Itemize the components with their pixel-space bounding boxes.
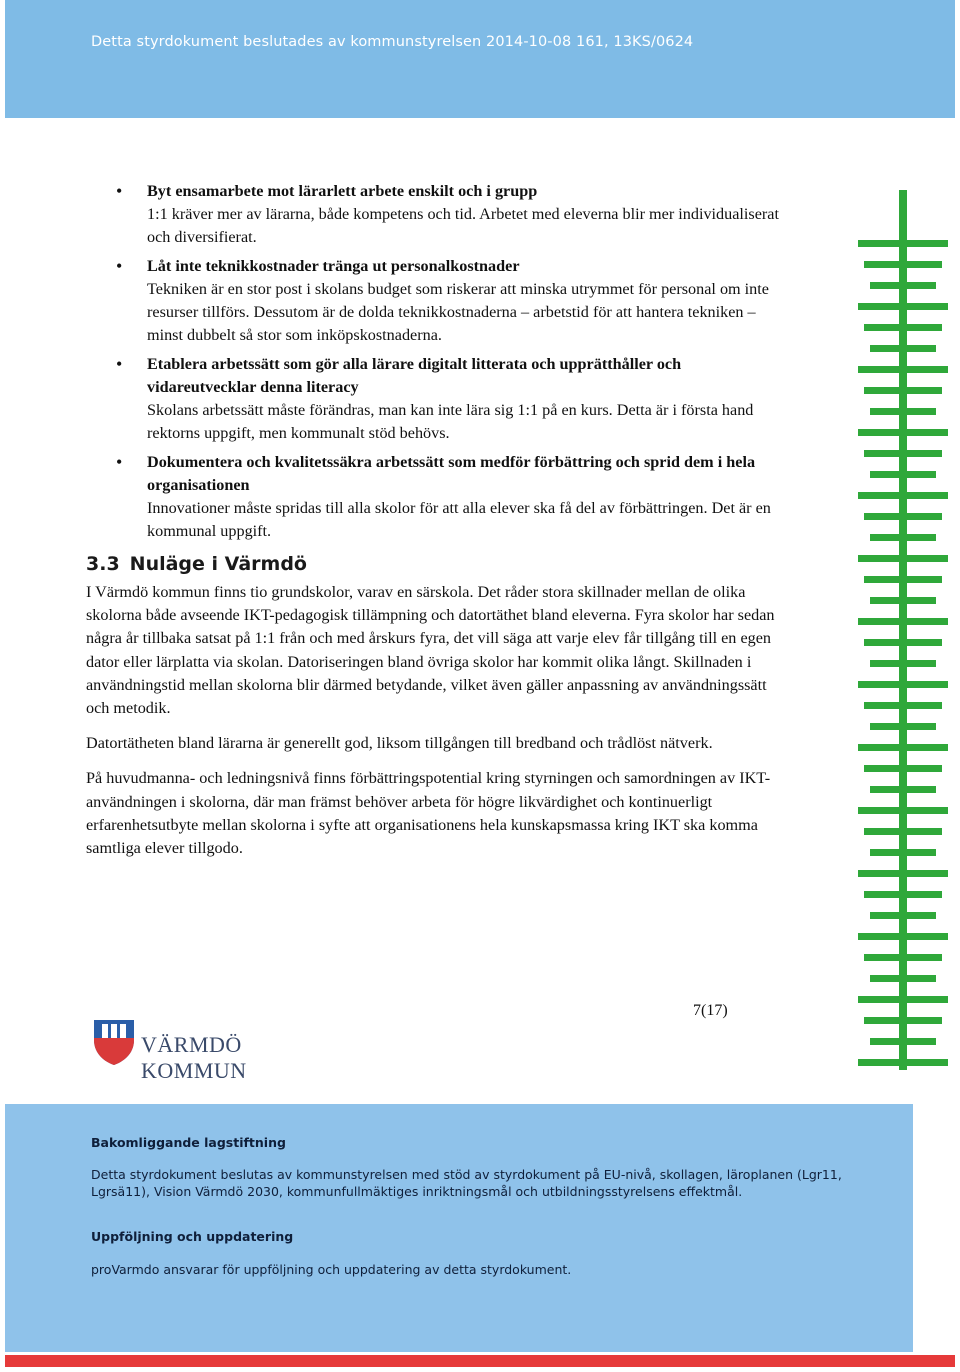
footer-red-stripe bbox=[5, 1355, 955, 1367]
tree-branch bbox=[858, 555, 948, 562]
municipality-logo bbox=[93, 1018, 353, 1083]
paragraph: På huvudmanna- och ledningsnivå finns förbättringspotential kring styrningen och samordningen av IKT-användningen i skolorna, där man främst behöver arbeta för högre likvärdighet och kontinuerligt erfarenhetsutbyte mellan skolorna i syfte att organisationens hela kunskapsmassa kring IKT ska komma samtliga elever tillgodo. bbox=[86, 769, 771, 858]
footer-heading-legislation: Bakomliggande lagstiftning bbox=[91, 1135, 286, 1150]
tree-branch bbox=[858, 996, 948, 1003]
bullet-title: • Etablera arbetssätt som gör alla lärare digitalt litterata och upprätthåller och vidareutvecklar denna literacy bbox=[147, 355, 682, 396]
tree-branch bbox=[858, 303, 948, 310]
bullet-body: 1:1 kräver mer av lärarna, både kompetens och tid. Arbetet med eleverna blir mer individualiserat och diversifierat. bbox=[147, 205, 779, 246]
tree-branch bbox=[870, 912, 936, 919]
list-item bbox=[110, 451, 790, 543]
list-item bbox=[110, 353, 790, 445]
tree-branch bbox=[864, 639, 942, 646]
tree-branch bbox=[858, 492, 948, 499]
page-number: 7(17) bbox=[693, 1002, 728, 1019]
tree-branch bbox=[870, 534, 936, 541]
bullet-title: • Dokumentera och kvalitetssäkra arbetssätt som medför förbättring och sprid dem i hela organisationen bbox=[147, 453, 756, 494]
tree-branch bbox=[864, 954, 942, 961]
tree-branch bbox=[870, 471, 936, 478]
footer-text-legislation: Detta styrdokument beslutas av kommunstyrelsen med stöd av styrdokument på EU-nivå, skollagen, läroplanen (Lgr11, Lgrsä11), Vision Värmdö 2030, kommunfullmäktiges inriktningsmål och utbildningsstyrelsens effektmål. bbox=[91, 1167, 842, 1199]
tree-branch bbox=[864, 387, 942, 394]
tree-branch bbox=[870, 597, 936, 604]
tree-branch bbox=[858, 870, 948, 877]
bullet-title: • Låt inte teknikkostnader tränga ut personalkostnader bbox=[147, 257, 520, 275]
bullet-body: Skolans arbetssätt måste förändras, man kan inte lära sig 1:1 på en kurs. Detta är i första hand rektorns uppgift, men kommunalt stöd behövs. bbox=[147, 401, 754, 442]
tree-branch bbox=[870, 345, 936, 352]
tree-branch bbox=[858, 807, 948, 814]
tree-branch bbox=[858, 681, 948, 688]
tree-decoration-icon bbox=[855, 190, 955, 1070]
list-item bbox=[110, 180, 790, 249]
tree-branch bbox=[858, 240, 948, 247]
bullet-list bbox=[110, 180, 790, 549]
tree-branch bbox=[858, 366, 948, 373]
tree-branch bbox=[858, 429, 948, 436]
tree-branch bbox=[858, 933, 948, 940]
tree-branch bbox=[864, 828, 942, 835]
tree-branch bbox=[870, 282, 936, 289]
bullet-title: • Byt ensamarbete mot lärarlett arbete enskilt och i grupp bbox=[147, 182, 538, 200]
tree-branch bbox=[864, 891, 942, 898]
tree-branch bbox=[870, 975, 936, 982]
footer-band bbox=[5, 1104, 913, 1352]
tree-branch bbox=[864, 576, 942, 583]
tree-branch bbox=[870, 660, 936, 667]
tree-branch bbox=[870, 723, 936, 730]
footer-text-followup: proVarmdo ansvarar för uppföljning och uppdatering av detta styrdokument. bbox=[91, 1262, 572, 1277]
coat-of-arms-icon bbox=[93, 1018, 135, 1066]
footer-heading-followup: Uppföljning och uppdatering bbox=[91, 1229, 294, 1244]
tree-branch bbox=[864, 702, 942, 709]
tree-branch bbox=[864, 324, 942, 331]
tree-branch bbox=[858, 744, 948, 751]
tree-branch bbox=[870, 408, 936, 415]
bullet-body: Innovationer måste spridas till alla skolor för att alla elever ska få del av förbättringen. Det är en kommunal uppgift. bbox=[147, 499, 771, 540]
body-text bbox=[86, 581, 776, 872]
tree-branch bbox=[870, 849, 936, 856]
section-heading bbox=[86, 553, 307, 575]
paragraph: Datortätheten bland lärarna är generellt god, liksom tillgången till bredband och trådlöst nätverk. bbox=[86, 734, 713, 753]
tree-branch bbox=[864, 450, 942, 457]
tree-branch bbox=[864, 765, 942, 772]
header-decision-text: Detta styrdokument beslutades av kommunstyrelsen 2014-10-08 161, 13KS/0624 bbox=[91, 34, 694, 50]
tree-branch bbox=[858, 618, 948, 625]
tree-branch bbox=[870, 1038, 936, 1045]
tree-branch bbox=[864, 513, 942, 520]
paragraph: I Värmdö kommun finns tio grundskolor, varav en särskola. Det råder stora skillnader mellan de olika skolorna både avseende IKT-pedagogisk tillämpning och datortäthet bland eleverna. Fyra skolor har sedan några år tillbaka satsat på 1:1 från och med årskurs fyra, det vill säga att varje elev får tillgång till en egen dator eller lärplatta via skolan. Datoriseringen bland övriga skolor har kommit olika långt. Skillnaden i användningstid mellan skolorna blir därmed betydande, vilket även gäller anpassning av användningssätt och metodik. bbox=[86, 583, 775, 718]
section-title: Nuläge i Värmdö bbox=[129, 553, 307, 575]
tree-branch bbox=[864, 1017, 942, 1024]
section-number: 3.3 bbox=[86, 553, 120, 575]
list-item bbox=[110, 255, 790, 347]
tree-branch bbox=[864, 261, 942, 268]
tree-branch bbox=[870, 786, 936, 793]
header-band bbox=[5, 0, 955, 118]
bullet-body: Tekniken är en stor post i skolans budget som riskerar att minska utrymmet för personal om inte resurser tillförs. Dessutom är de dolda teknikkostnaderna – arbetstid för att hantera tekniken – minst dubbelt så stor som inköpskostnaderna. bbox=[147, 280, 769, 344]
tree-branch bbox=[858, 1059, 948, 1066]
logo-text: VÄRMDÖ KOMMUN bbox=[141, 1032, 247, 1083]
